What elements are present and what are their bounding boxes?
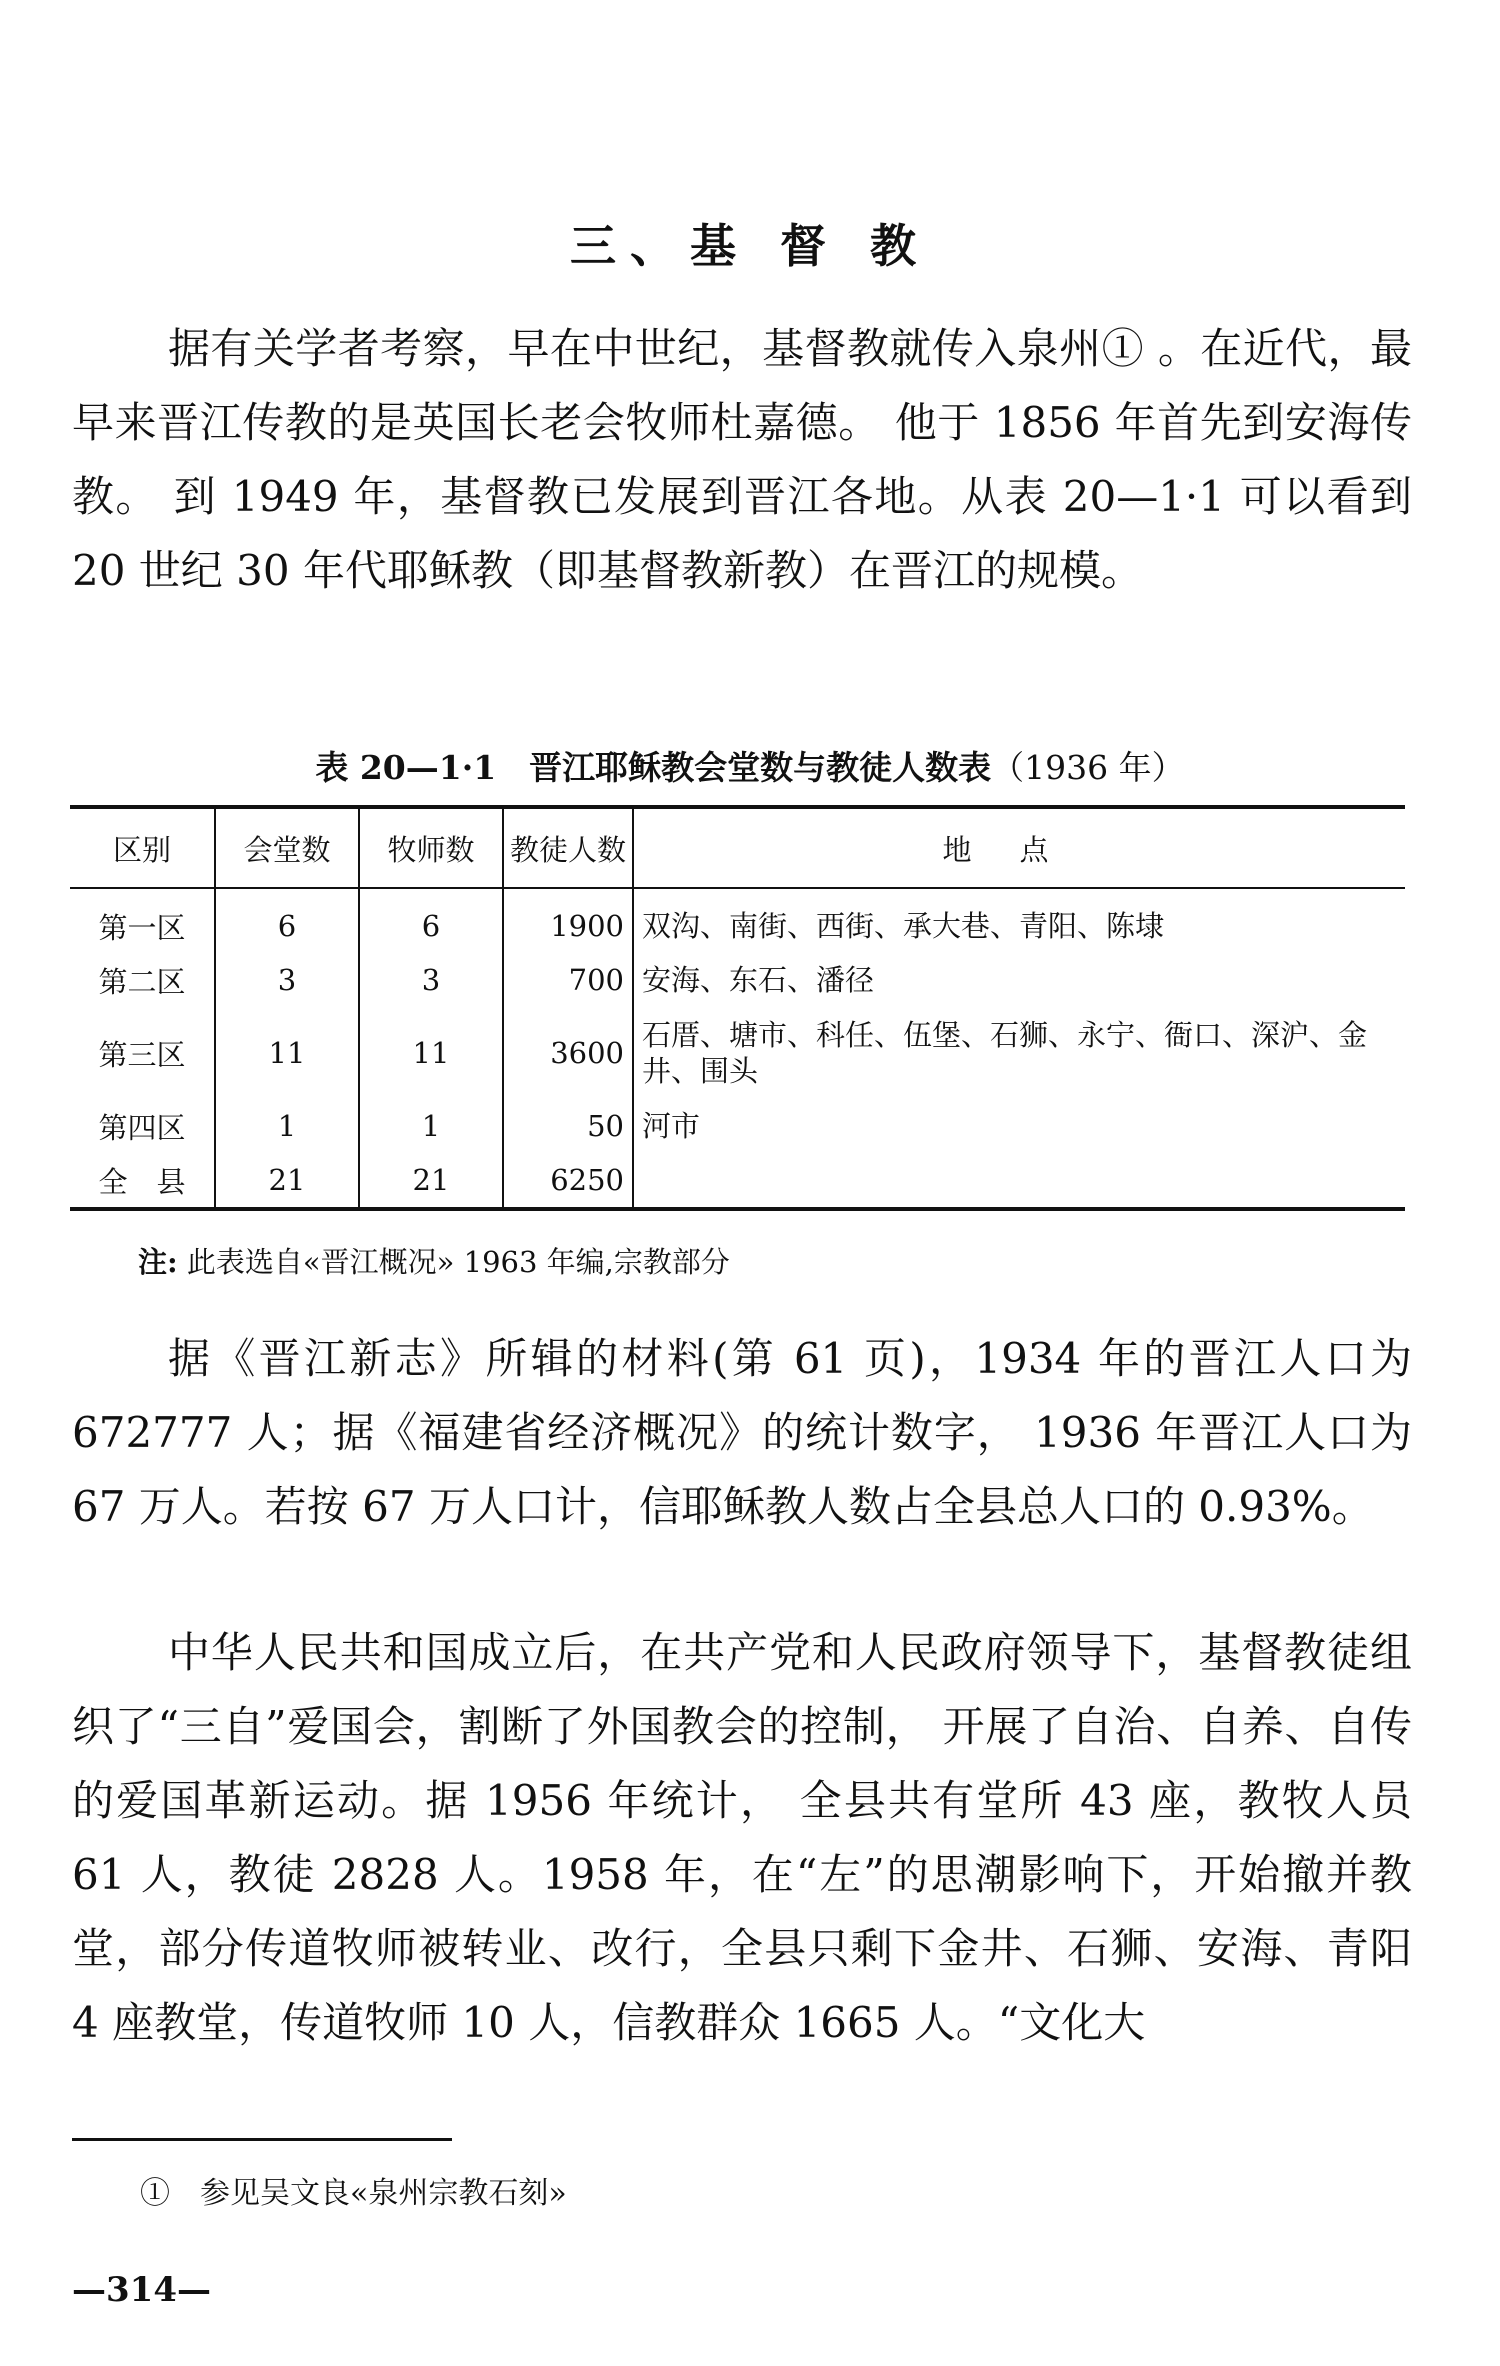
table-caption-text: 表 20—1·1 晋江耶稣教会堂数与教徒人数表 bbox=[315, 748, 992, 787]
cell-churches: 3 bbox=[215, 953, 359, 1007]
church-statistics-table bbox=[70, 805, 1405, 1211]
table-row bbox=[70, 1099, 1405, 1153]
cell-churches: 11 bbox=[215, 1007, 359, 1099]
table-note-label: 注: bbox=[138, 1245, 178, 1279]
header-locations: 地点 bbox=[633, 809, 1405, 888]
page-number: —314— bbox=[72, 2270, 211, 2310]
header-believers: 教徒人数 bbox=[503, 809, 633, 888]
cell-pastors: 21 bbox=[359, 1153, 503, 1207]
cell-locations: 石厝、塘市、科任、伍堡、石狮、永宁、衙口、深沪、金井、围头 bbox=[642, 1018, 1368, 1088]
cell-district: 第一区 bbox=[70, 888, 215, 953]
table-caption-year: （1936 年） bbox=[991, 748, 1185, 787]
cell-believers: 700 bbox=[503, 953, 633, 1007]
table-bottom-rule bbox=[70, 1207, 1405, 1211]
table-row bbox=[70, 953, 1405, 1007]
section-title: 三、基 督 教 bbox=[569, 219, 931, 273]
cell-believers: 3600 bbox=[503, 1007, 633, 1099]
cell-pastors: 6 bbox=[359, 888, 503, 953]
table-row-total bbox=[70, 1153, 1405, 1207]
table-caption bbox=[0, 742, 1500, 789]
cell-district: 第四区 bbox=[70, 1099, 215, 1153]
cell-believers: 6250 bbox=[503, 1153, 633, 1207]
header-pastors: 牧师数 bbox=[359, 809, 503, 888]
cell-pastors: 3 bbox=[359, 953, 503, 1007]
cell-locations: 安海、东石、潘径 bbox=[642, 963, 875, 997]
paragraph-after-1949: 中华人民共和国成立后，在共产党和人民政府领导下，基督教徒组织了“三自”爱国会，割断了外国教会的控制， 开展了自治、自养、自传的爱国革新运动。据 1956 年统计， 全县共有堂所 43 座，教牧人员 61 人，教徒 2828 人。1958 年，在“左”的思潮影响下，开始撤并教堂，部分传道牧师被转业、改行，全县只剩下金井、石狮、安海、青阳 4 座教堂，传道牧师 10 人，信教群众 1665 人。“文化大 bbox=[72, 1628, 1412, 2047]
cell-believers: 50 bbox=[503, 1099, 633, 1153]
cell-pastors: 1 bbox=[359, 1099, 503, 1153]
table-row bbox=[70, 1007, 1405, 1099]
header-district: 区别 bbox=[70, 809, 215, 888]
footnote-divider bbox=[72, 2138, 452, 2141]
cell-pastors: 11 bbox=[359, 1007, 503, 1099]
table-header-row bbox=[70, 809, 1405, 888]
cell-district: 第二区 bbox=[70, 953, 215, 1007]
cell-churches: 21 bbox=[215, 1153, 359, 1207]
cell-believers: 1900 bbox=[503, 888, 633, 953]
cell-churches: 1 bbox=[215, 1099, 359, 1153]
cell-locations bbox=[633, 1153, 1405, 1207]
cell-locations: 双沟、南街、西街、承大巷、青阳、陈埭 bbox=[642, 909, 1165, 943]
footnote: ① 参见吴文良«泉州宗教石刻» bbox=[140, 2176, 567, 2211]
table-note bbox=[138, 1240, 730, 1281]
paragraph-intro: 据有关学者考察，早在中世纪，基督教就传入泉州① 。在近代，最早来晋江传教的是英国长老会牧师杜嘉德。 他于 1856 年首先到安海传教。 到 1949 年，基督教已发展到晋江各地。从表 20—1·1 可以看到 20 世纪 30 年代耶稣教（即基督教新教）在晋江的规模。 bbox=[72, 324, 1412, 595]
data-table bbox=[70, 809, 1405, 1207]
cell-churches: 6 bbox=[215, 888, 359, 953]
header-churches: 会堂数 bbox=[215, 809, 359, 888]
table-row bbox=[70, 888, 1405, 953]
paragraph-population: 据《晋江新志》所辑的材料(第 61 页)，1934 年的晋江人口为 672777 人；据《福建省经济概况》的统计数字， 1936 年晋江人口为 67 万人。若按 67 万人口计，信耶稣教人数占全县总人口的 0.93%。 bbox=[72, 1334, 1412, 1531]
table-note-text: 此表选自«晋江概况» 1963 年编,宗教部分 bbox=[177, 1245, 730, 1279]
cell-locations: 河市 bbox=[642, 1109, 701, 1143]
cell-district: 第三区 bbox=[70, 1007, 215, 1099]
cell-district: 全 县 bbox=[70, 1153, 215, 1207]
